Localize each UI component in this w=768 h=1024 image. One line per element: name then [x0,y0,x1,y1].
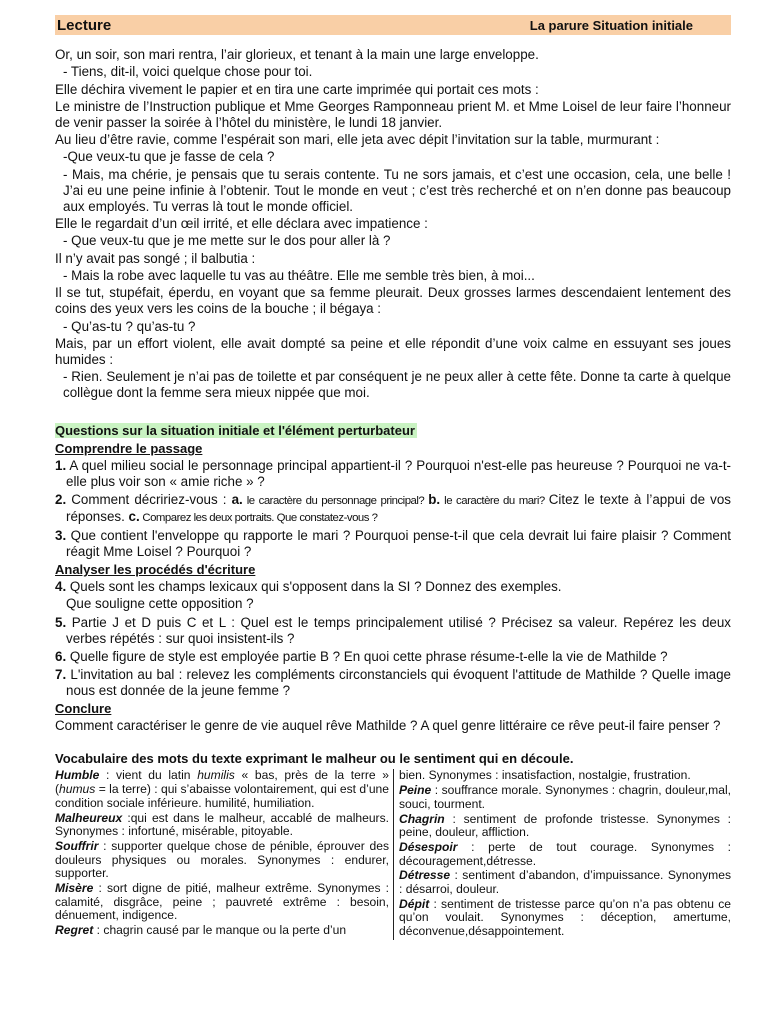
section-comprendre: Comprendre le passage [55,441,203,457]
text-paragraph: Il n’y avait pas songé ; il balbutia : [55,250,256,266]
question-6: 6. Quelle figure de style est employée partie B ? En quoi cette phrase résume-t-elle la vie de Mathilde ? [55,649,668,665]
vocab-entry-regret-continued: bien. Synonymes : insatisfaction, nostalgie, frustration. [399,768,691,783]
text-paragraph: - Mais, ma chérie, je pensais que tu serais contente. Tu ne sors jamais, et c’est une occasion, cela, une belle ! J’ai eu une peine infinie à l’obtenir. Tout le monde en veut ; c’est très recherché et on n’en donne pas beaucoup aux employés. Tu verras là tout le monde officiel. [63,166,731,214]
text-paragraph: Elle déchira vivement le papier et en tira une carte imprimée qui portait ces mots : [55,81,539,97]
question-1: 1. A quel milieu social le personnage principal appartient-il ? Pourquoi n'est-elle pas heureuse ? Pourquoi ne va-t-elle plus voir son « amie riche » ? [55,458,731,490]
vocab-entry-humble: Humble : vient du latin humilis « bas, près de la terre » (humus = la terre) : qui s’abaisse volontairement, qui est d’une condition sociale inférieure. humilité, humiliation. [55,768,389,810]
text-paragraph: - Mais la robe avec laquelle tu vas au théâtre. Elle me semble très bien, à moi... [63,267,535,283]
text-paragraph: Elle le regardait d’un œil irrité, et elle déclara avec impatience : [55,216,428,232]
vocab-entry-souffrir: Souffrir : supporter quelque chose de pénible, éprouver des douleurs physiques ou morales. Synonymes : endurer, supporter. [55,838,389,881]
questions-title: Questions sur la situation initiale et l'élément perturbateur [55,423,415,439]
vocab-entry-chagrin: Chagrin : sentiment de profonde tristesse. Synonymes : peine, douleur, affliction. [399,811,731,840]
header-bar [55,15,731,35]
vocab-title: Vocabulaire des mots du texte exprimant le malheur ou le sentiment qui en découle. [55,751,574,767]
vocab-entry-regret: Regret : chagrin causé par le manque ou la perte d’un [55,923,347,938]
text-paragraph: - Tiens, dit-il, voici quelque chose pour toi. [63,64,313,80]
question-2: 2. Comment décririez-vous : a. le caractère du personnage principal? b. le caractère du mari? Citez le texte à l’appui de vos réponses. c. Comparez les deux portraits. Que constatez-vous ? [55,492,731,525]
conclure-question: Comment caractériser le genre de vie auquel rêve Mathilde ? A quel genre littéraire ce rêve peut-il faire penser ? [55,718,721,734]
text-paragraph: Mais, par un effort violent, elle avait dompté sa peine et elle répondit d’une voix calme en essuyant ses joues humides : [55,335,731,367]
vocab-entry-malheureux: Malheureux :qui est dans le malheur, accablé de malheurs. Synonymes : infortuné, misérable, pitoyable. [55,810,389,839]
vocab-entry-desespoir: Désespoir : perte de tout courage. Synonymes : découragement,détresse. [399,839,731,868]
document-page [55,15,731,940]
vocab-entry-detresse: Détresse : sentiment d’abandon, d’impuissance. Synonymes : désarroi, douleur. [399,868,731,897]
text-paragraph: Au lieu d’être ravie, comme l’espérait son mari, elle jeta avec dépit l’invitation sur la table, murmurant : [55,132,660,148]
section-analyser: Analyser les procédés d'écriture [55,562,256,578]
vocab-entry-peine: Peine : souffrance morale. Synonymes : chagrin, douleur,mal, souci, tourment. [399,783,731,811]
vocab-left-column [55,769,393,939]
text-paragraph: -Que veux-tu que je fasse de cela ? [63,149,275,165]
text-paragraph: Il se tut, stupéfait, éperdu, en voyant que sa femme pleurait. Deux grosses larmes descendaient lentement des coins des yeux vers les coins de la bouche ; il bégaya : [55,285,731,317]
vocab-entry-depit: Dépit : sentiment de tristesse parce qu’on n’a pas obtenu ce qu’on voulait. Synonymes : déception, amertume, déconvenue,désappointement. [399,896,731,939]
header-left-title: Lecture [57,16,112,34]
header-right-title: La parure Situation initiale [529,17,693,33]
text-paragraph: Le ministre de l’Instruction publique et Mme Georges Ramponneau prient M. et Mme Loisel de leur faire l’honneur de venir passer la soirée à l’hôtel du ministère, le lundi 18 janvier. [55,98,731,130]
question-7: 7. L'invitation au bal : relevez les compléments circonstanciels qui évoquent l'attitude de Mathilde ? Quelle image nous est donnée de la jeune femme ? [55,667,731,699]
question-4: 4. Quels sont les champs lexicaux qui s'opposent dans la SI ? Donnez des exemples. [55,579,562,595]
text-paragraph: Or, un soir, son mari rentra, l’air glorieux, et tenant à la main une large enveloppe. [55,47,539,62]
text-paragraph: - Qu’as-tu ? qu’as-tu ? [63,318,196,334]
question-5: 5. Partie J et D puis C et L : Quel est le temps principalement utilisé ? Précisez sa valeur. Repérez les deux verbes répétés : sur quoi insistent-ils ? [55,615,731,647]
vocab-entry-misere: Misère : sort digne de pitié, malheur extrême. Synonymes : calamité, disgrâce, peine ; pauvreté extrême : besoin, dénuement, indigence. [55,881,389,923]
question-4-followup: Que souligne cette opposition ? [66,596,254,612]
text-paragraph: - Que veux-tu que je me mette sur le dos pour aller là ? [63,233,391,249]
reading-text [55,47,731,401]
vocab-right-column [393,769,731,939]
question-3: 3. Que contient l'enveloppe qu rapporte le mari ? Pourquoi pense-t-il que cela devrait lui faire plaisir ? Comment réagit Mme Loisel ? Pourquoi ? [55,528,731,560]
text-paragraph: - Rien. Seulement je n’ai pas de toilette et par conséquent je ne peux aller à cette fête. Donne ta carte à quelque collègue dont la femme sera mieux nippée que moi. [63,369,731,401]
vocab-columns [55,769,731,939]
section-conclure: Conclure [55,701,112,717]
